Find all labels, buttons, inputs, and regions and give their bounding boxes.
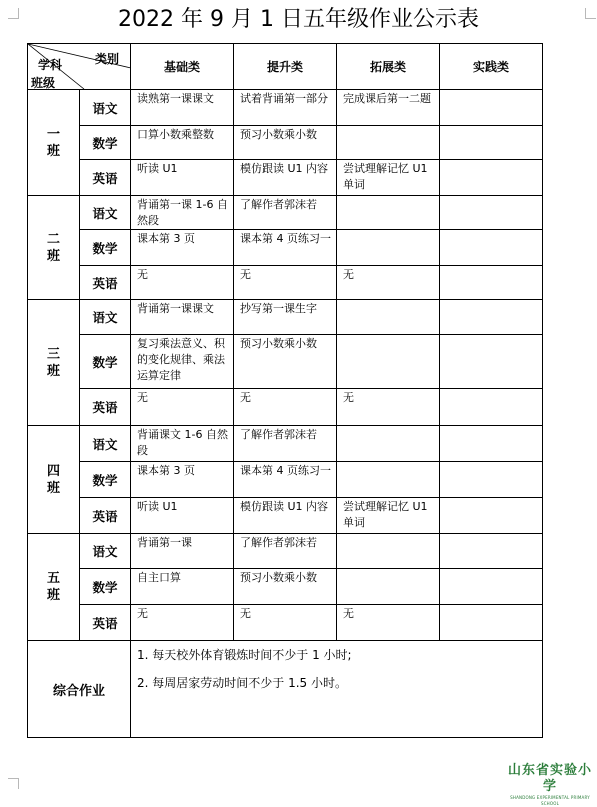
homework-cell-extend [337,534,440,569]
subject-cell: 数学 [80,462,131,498]
class-name-char: 班 [46,480,60,496]
subject-cell: 英语 [80,605,131,641]
homework-cell-improve: 抄写第一课生字 [234,300,337,335]
subject-cell: 数学 [80,569,131,605]
homework-cell-basic: 听读 U1 [131,160,234,196]
subject-cell: 英语 [80,498,131,534]
class-subject-row [28,126,543,160]
class-subject-row [28,389,543,426]
class-subject-row [28,426,543,462]
homework-table [27,43,543,738]
homework-cell-improve: 了解作者郭沫若 [234,534,337,569]
header-subject-label: 学科 [38,58,63,72]
subject-cell: 英语 [80,160,131,196]
subject-cell: 语文 [80,534,131,569]
homework-cell-practice [440,389,543,426]
homework-cell-improve: 课本第 4 页练习一 [234,462,337,498]
class-name-char: 四 [46,463,60,479]
summary-content [131,641,543,738]
header-diagonal-cell [28,44,131,90]
homework-cell-improve: 无 [234,266,337,300]
homework-cell-practice [440,266,543,300]
summary-label: 综合作业 [28,641,131,738]
subject-cell: 语文 [80,300,131,335]
class-subject-row [28,498,543,534]
school-logo [505,763,595,807]
class-name-cell [28,90,80,196]
column-header-extend: 拓展类 [337,44,440,90]
homework-cell-improve: 预习小数乘小数 [234,126,337,160]
class-subject-row [28,90,543,126]
class-name-char: 三 [46,346,60,362]
homework-cell-extend: 尝试理解记忆 U1 单词 [337,160,440,196]
class-subject-row [28,335,543,389]
homework-cell-basic: 无 [131,389,234,426]
homework-cell-basic: 背诵课文 1-6 自然段 [131,426,234,462]
homework-cell-basic: 无 [131,266,234,300]
homework-cell-basic: 口算小数乘整数 [131,126,234,160]
class-subject-row [28,569,543,605]
homework-cell-practice [440,230,543,266]
header-class-label: 班级 [31,76,56,90]
homework-cell-improve: 无 [234,389,337,426]
homework-cell-extend [337,126,440,160]
homework-cell-extend [337,462,440,498]
homework-cell-basic: 课本第 3 页 [131,462,234,498]
subject-cell: 语文 [80,196,131,230]
homework-cell-improve: 课本第 4 页练习一 [234,230,337,266]
homework-cell-extend [337,230,440,266]
class-subject-row [28,605,543,641]
summary-row [28,641,543,738]
homework-cell-extend: 无 [337,266,440,300]
homework-cell-extend [337,569,440,605]
class-name-cell [28,534,80,641]
homework-cell-improve: 模仿跟读 U1 内容 [234,160,337,196]
homework-cell-basic: 读熟第一课课文 [131,90,234,126]
class-subject-row [28,534,543,569]
homework-cell-basic: 自主口算 [131,569,234,605]
homework-cell-extend: 尝试理解记忆 U1 单词 [337,498,440,534]
page-title: 2022 年 9 月 1 日五年级作业公示表 [118,7,479,32]
homework-cell-improve: 了解作者郭沫若 [234,426,337,462]
class-name-char: 班 [46,588,60,603]
homework-cell-practice [440,160,543,196]
homework-cell-extend [337,300,440,335]
homework-cell-improve: 模仿跟读 U1 内容 [234,498,337,534]
column-header-basic: 基础类 [131,44,234,90]
homework-cell-extend: 完成课后第一二题 [337,90,440,126]
class-subject-row [28,266,543,300]
class-subject-row [28,230,543,266]
homework-cell-basic: 背诵第一课 [131,534,234,569]
homework-cell-practice [440,534,543,569]
homework-cell-basic: 复习乘法意义、积的变化规律、乘法运算定律 [131,335,234,389]
summary-item: 1. 每天校外体育锻炼时间不少于 1 小时; [137,648,352,662]
homework-cell-extend: 无 [337,605,440,641]
homework-cell-improve: 预习小数乘小数 [234,335,337,389]
homework-cell-improve: 试着背诵第一部分 [234,90,337,126]
homework-cell-improve: 无 [234,605,337,641]
page-corner-mark-bottom-left [8,778,19,789]
homework-cell-practice [440,90,543,126]
homework-cell-practice [440,605,543,641]
homework-cell-practice [440,426,543,462]
subject-cell: 语文 [80,90,131,126]
homework-cell-extend [337,196,440,230]
class-name-char: 二 [46,231,60,247]
class-name-char: 一 [46,126,60,142]
header-category-label: 类别 [95,52,120,66]
class-name-char: 班 [46,143,60,159]
homework-cell-basic: 无 [131,605,234,641]
class-subject-row [28,160,543,196]
homework-cell-basic: 课本第 3 页 [131,230,234,266]
subject-cell: 数学 [80,230,131,266]
class-name-cell [28,426,80,534]
homework-cell-extend [337,335,440,389]
class-name-char: 班 [46,363,60,379]
homework-cell-practice [440,462,543,498]
column-header-improve: 提升类 [234,44,337,90]
homework-cell-practice [440,335,543,389]
column-header-practice: 实践类 [440,44,543,90]
class-name-cell [28,196,80,300]
summary-item: 2. 每周居家劳动时间不少于 1.5 小时。 [137,676,347,690]
homework-cell-extend [337,426,440,462]
homework-cell-improve: 预习小数乘小数 [234,569,337,605]
subject-cell: 英语 [80,389,131,426]
class-subject-row [28,462,543,498]
school-logo-english: SHANDONG EXPERIMENTAL PRIMARY SCHOOL [510,795,590,806]
homework-cell-extend: 无 [337,389,440,426]
header-row [28,44,543,90]
class-name-char: 五 [46,571,60,586]
class-subject-row [28,196,543,230]
homework-cell-practice [440,498,543,534]
homework-cell-basic: 背诵第一课课文 [131,300,234,335]
homework-cell-basic: 听读 U1 [131,498,234,534]
class-subject-row [28,300,543,335]
school-logo-name: 山东省实验小学 [507,763,592,794]
subject-cell: 语文 [80,426,131,462]
subject-cell: 数学 [80,335,131,389]
homework-cell-practice [440,300,543,335]
subject-cell: 数学 [80,126,131,160]
homework-cell-practice [440,126,543,160]
homework-cell-practice [440,196,543,230]
homework-cell-improve: 了解作者郭沫若 [234,196,337,230]
class-name-cell [28,300,80,426]
class-name-char: 班 [46,248,60,264]
homework-cell-practice [440,569,543,605]
homework-cell-basic: 背诵第一课 1-6 自然段 [131,196,234,230]
subject-cell: 英语 [80,266,131,300]
